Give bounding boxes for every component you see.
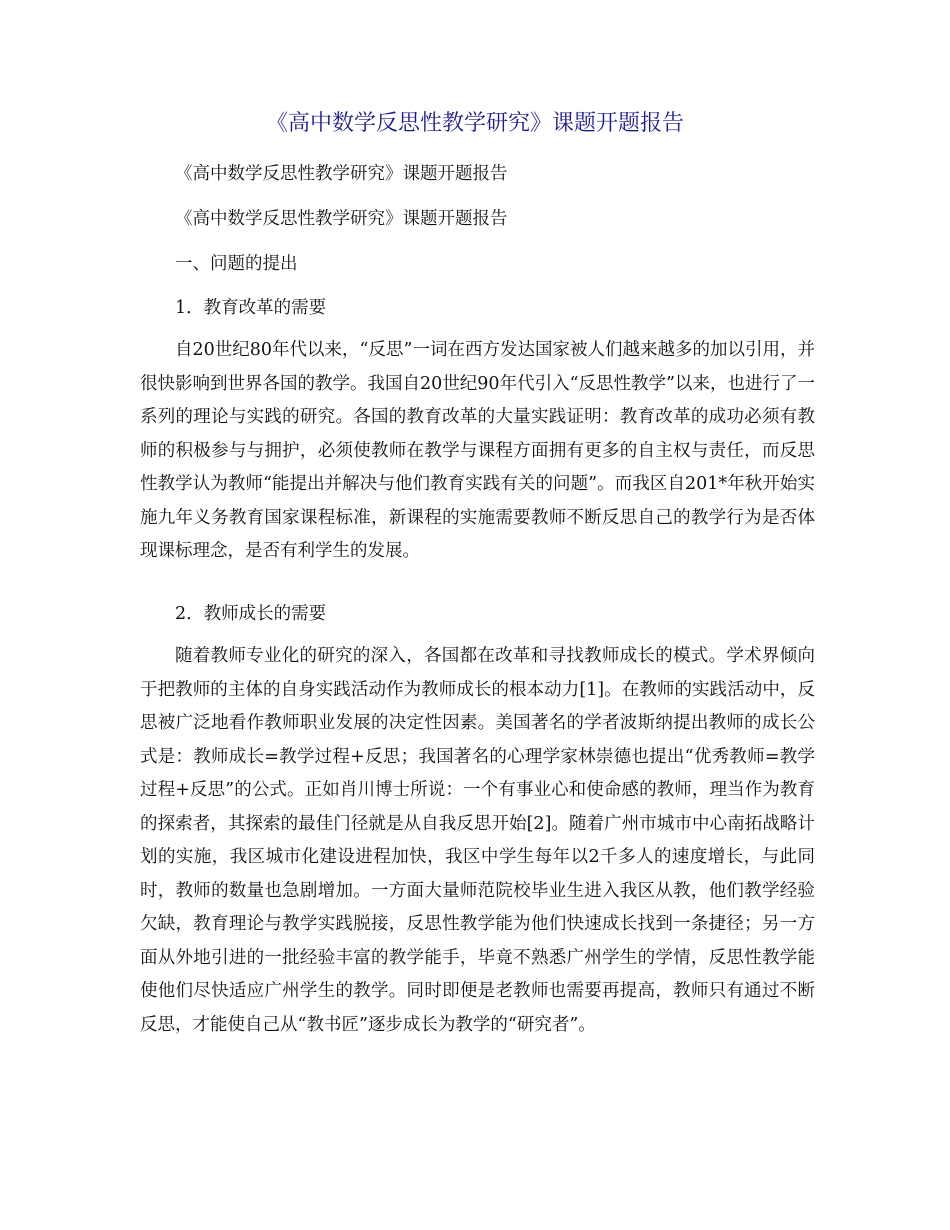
document-title: 《高中数学反思性教学研究》课题开题报告 bbox=[265, 111, 684, 136]
paragraph-education-reform: 自20世纪80年代以来，“反思”一词在西方发达国家被人们越来越多的加以引用，并很快影响到世界各国的教学。我国自20世纪90年代引入“反思性教学”以来，也进行了一系列的理论与实践的研究。各国的教育改革的大量实践证明：教育改革的成功必须有教师的积极参与与拥护，必须使教师在教学与课程方面拥有更多的自主权与责任，而反思性教学认为教师“能提出并解决与他们教育实践有关的问题”。而我区自201*年秋开始实施九年义务教育国家课程标准，新课程的实施需要教师不断反思自己的教学行为是否体现课标理念，是否有利学生的发展。 bbox=[140, 340, 815, 561]
subtitle-line-2: 《高中数学反思性教学研究》课题开题报告 bbox=[175, 209, 508, 229]
subtitle-line-1: 《高中数学反思性教学研究》课题开题报告 bbox=[175, 164, 508, 184]
section-heading-problem: 一、问题的提出 bbox=[175, 254, 298, 274]
paragraph-teacher-growth: 随着教师专业化的研究的深入，各国都在改革和寻找教师成长的模式。学术界倾向于把教师的主体的自身实践活动作为教师成长的根本动力[1]。在教师的实践活动中，反思被广泛地看作教师职业发展的决定性因素。美国著名的学者波斯纳提出教师的成长公式是：教师成长=教学过程+反思；我国著名的心理学家林崇德也提出“优秀教师=教学过程+反思”的公式。正如肖川博士所说：一个有事业心和使命感的教师，理当作为教育的探索者，其探索的最佳门径就是从自我反思开始[2]。随着广州市城市中心南拓战略计划的实施，我区城市化建设进程加快，我区中学生每年以2千多人的速度增长，与此同时，教师的数量也急剧增加。一方面大量师范院校毕业生进入我区从教，他们教学经验欠缺，教育理论与教学实践脱接，反思性教学能为他们快速成长找到一条捷径；另一方面从外地引进的一批经验丰富的教学能手，毕竟不熟悉广州学生的学情，反思性教学能使他们尽快适应广州学生的教学。同时即便是老教师也需要再提高，教师只有通过不断反思，才能使自己从“教书匠”逐步成长为教学的“研究者”。 bbox=[140, 646, 815, 1035]
subsection-heading-teacher-growth: 2．教师成长的需要 bbox=[175, 604, 327, 624]
subsection-heading-education-reform: 1．教育改革的需要 bbox=[175, 298, 327, 318]
